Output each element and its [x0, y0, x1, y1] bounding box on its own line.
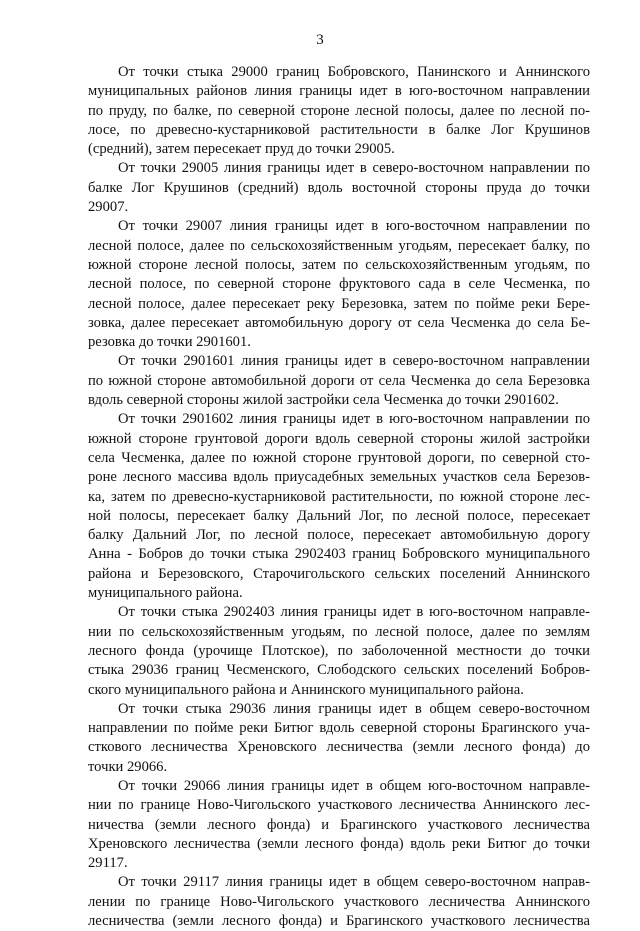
text-line: лесного фонда (урочище Плотское), по заболоченной местности до точки [88, 642, 590, 659]
text-line: От точки 2901602 линия границы идет в юго-восточном направлении по [118, 411, 590, 428]
text-line: лесной полосе, далее пересекает реку Березовка, затем по пойме реки Бере- [88, 295, 590, 312]
text-line: села Чесменка, далее по южной стороне грунтовой дороги, по северной сто- [88, 449, 590, 466]
text-line: лосе, по древесно-кустарниковой растительности в балке Лог Крушинов [88, 121, 590, 138]
text-line: От точки 29007 линия границы идет в юго-восточном направлении по [118, 218, 590, 235]
text-line: нии по сельскохозяйственным угодьям, по лесной полосе, далее по землям [88, 623, 590, 640]
body-text [88, 63, 590, 931]
text-line: ной полосы, пересекает балку Дальний Лог, по лесной полосе, пересекает [88, 507, 590, 524]
text-line: ка, затем по древесно-кустарниковой растительности, по южной стороне лес- [88, 488, 590, 505]
page-number: 3 [316, 32, 324, 48]
text-line: балке Лог Крушинов (средний) вдоль восточной стороны пруда до точки [88, 179, 590, 196]
text-line: по южной стороне автомобильной дороги от села Чесменка до села Березовка [88, 372, 590, 389]
text-line: Хреновского лесничества (земли лесного фонда) вдоль реки Битюг до точки [88, 835, 590, 852]
text-line: южной стороне грунтовой дороги вдоль северной стороны жилой застройки [88, 430, 590, 447]
text-line: по пруду, по балке, по северной стороне лесной полосы, далее по лесной по- [88, 102, 590, 119]
text-line: роне лесного массива вдоль приусадебных земельных участков села Березов- [88, 469, 590, 486]
text-line: От точки 29066 линия границы идет в общем юго-восточном направле- [118, 777, 590, 794]
text-line: 29007. [88, 199, 129, 216]
text-line: стыка 29036 границ Чесменского, Слободского сельских поселений Бобров- [88, 662, 590, 679]
text-line: района и Березовского, Старочигольского сельских поселений Аннинского [88, 565, 590, 582]
text-line: Анна - Бобров до точки стыка 2902403 границ Бобровского муниципального [88, 546, 590, 563]
text-line: От точки 29005 линия границы идет в северо-восточном направлении по [118, 160, 590, 177]
text-line: лесничества (земли лесного фонда) и Брагинского участкового лесничества [88, 913, 590, 930]
text-line: От точки стыка 2902403 линия границы идет в юго-восточном направле- [118, 604, 590, 621]
text-line: (средний), затем пересекает пруд до точки 29005. [88, 141, 395, 158]
text-line: От точки стыка 29000 границ Бобровского, Панинского и Аннинского [118, 64, 590, 80]
text-line: балку Дальний Лог, по лесной полосе, пересекает автомобильную дорогу [88, 527, 590, 544]
text-line: сткового лесничества Хреновского лесничества (земли лесного фонда) до [88, 739, 590, 756]
text-line: лесной полосе, по северной стороне фруктового сада в селе Чесменка, по [88, 276, 590, 293]
text-line: От точки 29117 линия границы идет в общем северо-восточном направ- [118, 874, 590, 891]
text-line: ского муниципального района и Аннинского муниципального района. [88, 681, 524, 698]
text-line: От точки 2901601 линия границы идет в северо-восточном направлении [118, 353, 590, 370]
text-line: лении по границе Ново-Чигольского участкового лесничества Аннинского [88, 893, 590, 910]
text-line: направлении по пойме реки Битюг вдоль северной стороны Брагинского уча- [88, 720, 590, 737]
text-line: ничества (земли лесного фонда) и Брагинского участкового лесничества [88, 816, 590, 833]
text-line: зовка, далее пересекает автомобильную дорогу от села Чесменка до села Бе- [88, 314, 590, 331]
text-line: 29117. [88, 855, 128, 872]
text-line: муниципальных районов линия границы идет в юго-восточном направлении [88, 83, 590, 100]
text-line: лесной полосе, далее по сельскохозяйственным угодьям, пересекает балку, по [88, 237, 590, 254]
text-line: резовка до точки 2901601. [88, 334, 251, 351]
text-line: точки 29066. [88, 758, 168, 775]
text-line: южной стороне лесной полосы, затем по сельскохозяйственным угодьям, по [88, 256, 590, 273]
text-line: вдоль северной стороны жилой застройки села Чесменка до точки 2901602. [88, 392, 559, 409]
text-line: От точки стыка 29036 линия границы идет в общем северо-восточном [118, 700, 590, 717]
text-line: нии по границе Ново-Чигольского участкового лесничества Аннинского лес- [88, 797, 590, 814]
text-line: муниципального района. [88, 585, 243, 602]
